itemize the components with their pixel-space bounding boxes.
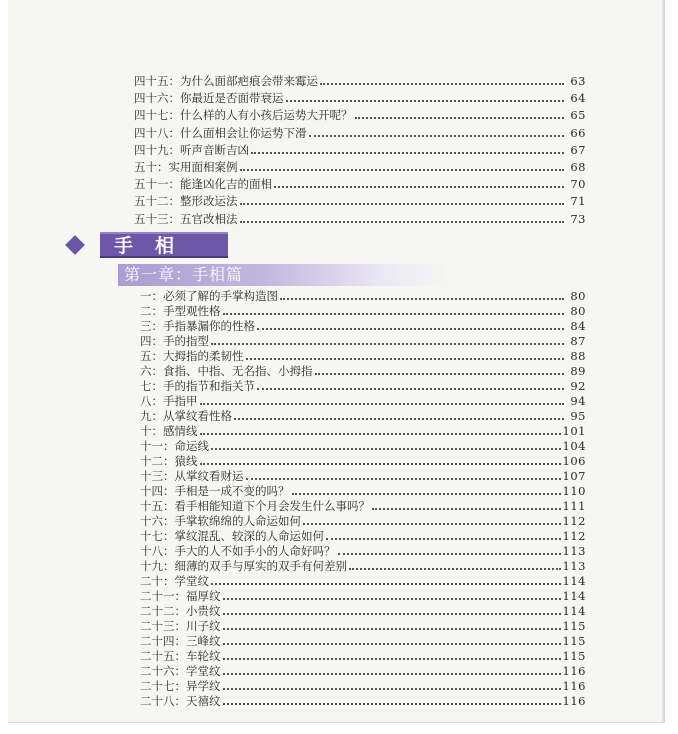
- toc-entry-number: 二十七：: [140, 679, 186, 693]
- dot-leader: [223, 613, 561, 615]
- toc-entry-title: 掌纹混乱、较深的人命运如何: [174, 529, 324, 543]
- dot-leader: [211, 583, 561, 585]
- toc-entry-title: 命运线: [174, 439, 209, 453]
- toc-entry-title: 手掌软绵绵的人命运如何: [174, 514, 301, 528]
- dot-leader: [338, 553, 561, 555]
- toc-entry-number: 四十七：: [134, 108, 180, 123]
- toc-entry-title: 学堂纹: [174, 574, 209, 588]
- toc-entry-number: 二：: [140, 304, 163, 318]
- toc-entry-number: 四十八：: [134, 125, 180, 140]
- toc-entry: [134, 210, 586, 228]
- diamond-bullet-icon: [65, 235, 85, 255]
- toc-entry-title: 车轮纹: [186, 649, 221, 663]
- dot-leader: [257, 328, 564, 330]
- toc-entry-page: 116: [562, 694, 586, 708]
- toc-entry-title: 手相是一成不变的吗？: [174, 484, 290, 498]
- toc-entry-number: 十二：: [140, 454, 175, 468]
- toc-entry-title: 看手相能知道下个月会发生什么事吗？: [174, 499, 370, 513]
- toc-entry-title: 福厚纹: [186, 589, 221, 603]
- toc-entry-page: 116: [562, 664, 586, 678]
- toc-entry-page: 89: [570, 364, 586, 378]
- toc-entry-page: 71: [570, 194, 586, 209]
- dot-leader: [211, 343, 564, 345]
- toc-entry-number: 九：: [140, 409, 163, 423]
- dot-leader: [223, 628, 561, 630]
- dot-leader: [200, 433, 561, 435]
- toc-entry-page: 70: [570, 177, 586, 192]
- toc-entry-page: 68: [570, 160, 586, 174]
- dot-leader: [257, 388, 564, 390]
- toc-entry: [140, 692, 586, 710]
- toc-entry-page: 107: [562, 469, 586, 483]
- toc-entry-number: 十四：: [140, 484, 175, 498]
- toc-entry-number: 二十一：: [140, 589, 186, 603]
- dot-leader: [234, 418, 564, 420]
- toc-entry: [134, 141, 586, 159]
- toc-entry-page: 80: [570, 289, 586, 303]
- toc-entry-number: 五十一：: [134, 177, 180, 192]
- toc-entry-number: 一：: [140, 289, 163, 303]
- toc-entry-page: 112: [562, 514, 586, 528]
- toc-entry-page: 115: [562, 649, 586, 663]
- dot-leader: [240, 169, 565, 171]
- dot-leader: [326, 538, 561, 540]
- chapter-title: 第一章：手相篇: [124, 265, 244, 284]
- dot-leader: [223, 598, 561, 600]
- toc-entry-number: 四：: [140, 334, 163, 348]
- toc-entry-page: 106: [562, 454, 586, 468]
- toc-entry-title: 你最近是否面带衰运: [180, 91, 284, 106]
- toc-entry-title: 什么面相会让你运势下滑: [180, 125, 307, 140]
- toc-entry-title: 大拇指的柔韧性: [163, 349, 244, 363]
- dot-leader: [280, 298, 564, 300]
- toc-entry-title: 手的指节和指关节: [163, 379, 255, 393]
- toc-entry-number: 十八：: [140, 544, 175, 558]
- toc-entry-page: 114: [562, 604, 586, 618]
- toc-entry-title: 能逢凶化吉的面相: [180, 177, 272, 192]
- toc-entry-page: 95: [570, 409, 586, 423]
- toc-entry-number: 五十：: [134, 160, 169, 174]
- dot-leader: [303, 523, 561, 525]
- toc-entry-page: 94: [570, 394, 586, 408]
- dot-leader: [309, 135, 565, 137]
- toc-entry-number: 十七：: [140, 529, 175, 543]
- toc-entry-title: 什么样的人有小孩后运势大开呢？: [180, 108, 353, 123]
- toc-entry-number: 二十四：: [140, 634, 186, 648]
- toc-entry-number: 五十三：: [134, 211, 180, 226]
- dot-leader: [223, 688, 561, 690]
- toc-entry-title: 整形改运法: [180, 194, 238, 209]
- dot-leader: [372, 508, 561, 510]
- toc-entry-page: 110: [562, 484, 586, 498]
- book-page: [8, 0, 665, 723]
- toc-entry-title: 细薄的双手与厚实的双手有何差别: [174, 559, 347, 573]
- toc-entry-title: 实用面相案例: [168, 160, 238, 174]
- toc-entry-number: 二十五：: [140, 649, 186, 663]
- toc-entry-title: 猿线: [174, 454, 198, 468]
- toc-entry-title: 学堂纹: [186, 664, 221, 678]
- toc-entry-number: 七：: [140, 379, 163, 393]
- toc-entry: [134, 175, 586, 193]
- toc-entry-page: 113: [562, 544, 586, 558]
- toc-entry-title: 手型观性格: [163, 304, 221, 318]
- toc-entry-number: 三：: [140, 319, 163, 333]
- toc-entry-page: 115: [562, 634, 586, 648]
- toc-entry-title: 食指、中指、无名指、小拇指: [163, 364, 313, 378]
- toc-entry-number: 二十：: [140, 574, 175, 588]
- toc-entry-page: 114: [562, 574, 586, 588]
- dot-leader: [240, 203, 565, 205]
- dot-leader: [286, 100, 565, 102]
- toc-entry-page: 84: [570, 319, 586, 333]
- toc-entry: [134, 124, 586, 142]
- dot-leader: [200, 403, 565, 405]
- toc-entry-number: 二十三：: [140, 619, 186, 633]
- toc-entry-title: 异学纹: [186, 679, 221, 693]
- toc-entry-title: 听声音断吉凶: [180, 142, 249, 157]
- toc-entry-title: 川子纹: [186, 619, 221, 633]
- toc-entry-page: 114: [562, 589, 586, 603]
- toc-entry-page: 80: [570, 304, 586, 318]
- toc-entry-number: 二十六：: [140, 664, 186, 678]
- toc-entry-number: 十九：: [140, 559, 175, 573]
- toc-entry-number: 十六：: [140, 514, 175, 528]
- toc-entry: [134, 89, 586, 107]
- dot-leader: [223, 643, 561, 645]
- toc-entry-title: 小贵纹: [186, 604, 221, 618]
- dot-leader: [292, 493, 561, 495]
- toc-entry-number: 八：: [140, 394, 163, 408]
- page-fold-shadow: [662, 0, 664, 722]
- toc-entry-title: 从掌纹看性格: [163, 409, 232, 423]
- dot-leader: [355, 117, 565, 119]
- dot-leader: [240, 221, 565, 223]
- toc-entry-title: 五官改相法: [180, 211, 238, 226]
- toc-entry-number: 十一：: [140, 439, 175, 453]
- toc-entry-page: 66: [570, 125, 586, 140]
- dot-leader: [223, 313, 565, 315]
- chapter-heading-bar: [118, 264, 448, 286]
- toc-entry-page: 88: [570, 349, 586, 363]
- section-heading: [64, 232, 244, 258]
- toc-entry-number: 二十八：: [140, 694, 186, 708]
- toc-entry-page: 115: [562, 619, 586, 633]
- toc-entry-page: 73: [570, 211, 586, 226]
- toc-entry-page: 92: [570, 379, 586, 393]
- toc-entry: [134, 158, 586, 176]
- toc-entry-number: 五十二：: [134, 194, 180, 209]
- toc-entry-page: 63: [570, 74, 586, 88]
- toc-entry-number: 五：: [140, 349, 163, 363]
- toc-entry-number: 四十九：: [134, 142, 180, 157]
- toc-entry-title: 手的指型: [163, 334, 209, 348]
- dot-leader: [223, 703, 561, 705]
- dot-leader: [274, 186, 564, 188]
- toc-entry-page: 112: [562, 529, 586, 543]
- toc-entry-title: 手指甲: [163, 394, 198, 408]
- toc-entry-title: 感情线: [163, 424, 198, 438]
- toc-entry-page: 111: [562, 499, 586, 513]
- dot-leader: [200, 463, 561, 465]
- toc-entry-title: 从掌纹看财运: [174, 469, 244, 483]
- toc-entry-page: 113: [562, 559, 586, 573]
- toc-entry-number: 二十二：: [140, 604, 186, 618]
- toc-entry-title: 手大的人不如手小的人命好吗？: [174, 544, 336, 558]
- dot-leader: [320, 83, 564, 85]
- toc-entry-number: 四十五：: [134, 74, 180, 88]
- toc-entry-number: 六：: [140, 364, 163, 378]
- toc-entry-title: 必须了解的手掌构造图: [163, 289, 278, 303]
- toc-entry-number: 十三：: [140, 469, 175, 483]
- toc-entry-number: 十五：: [140, 499, 175, 513]
- dot-leader: [251, 152, 564, 154]
- toc-entry-title: 为什么面部疤痕会带来霉运: [180, 74, 318, 88]
- toc-entry-number: 四十六：: [134, 91, 180, 106]
- toc-entry-page: 65: [570, 108, 586, 123]
- dot-leader: [246, 358, 565, 360]
- dot-leader: [223, 658, 561, 660]
- dot-leader: [246, 478, 561, 480]
- toc-entry-title: 三峰纹: [186, 634, 221, 648]
- dot-leader: [223, 673, 561, 675]
- toc-entry-title: 手指暴漏你的性格: [163, 319, 255, 333]
- toc-entry: [134, 106, 586, 124]
- toc-entry: [134, 72, 586, 90]
- toc-entry-page: 104: [562, 439, 586, 453]
- toc-entry-title: 天禧纹: [186, 694, 221, 708]
- dot-leader: [211, 448, 561, 450]
- toc-entry-page: 116: [562, 679, 586, 693]
- toc-entry-page: 64: [570, 91, 586, 106]
- toc-entry-number: 十：: [140, 424, 163, 438]
- toc-entry-page: 101: [562, 424, 586, 438]
- section-title: 手相: [100, 232, 228, 258]
- toc-entry-page: 87: [570, 334, 586, 348]
- toc-entry: [134, 192, 586, 210]
- toc-entry-page: 67: [570, 142, 586, 157]
- dot-leader: [315, 373, 565, 375]
- dot-leader: [349, 568, 561, 570]
